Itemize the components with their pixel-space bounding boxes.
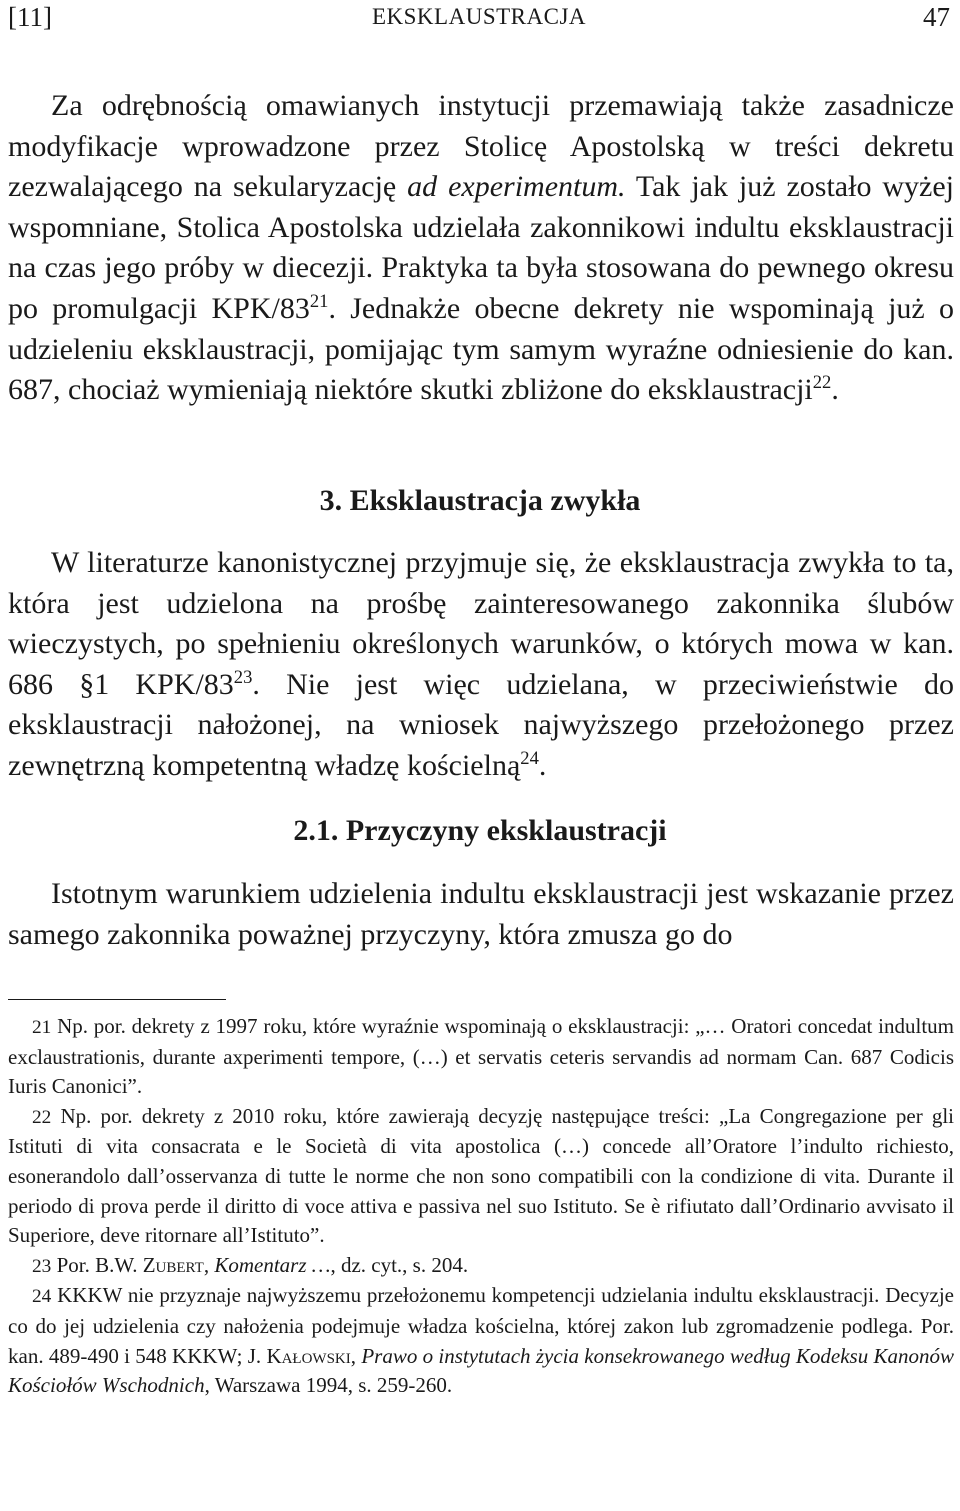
footnote-text: , xyxy=(350,1343,362,1368)
section-number: [11] xyxy=(8,2,52,32)
footnote-ref-21[interactable]: 21 xyxy=(309,290,329,312)
footnotes xyxy=(8,1012,954,1401)
footnote-ref-23[interactable]: 23 xyxy=(233,666,253,688)
footnote-number: 22 xyxy=(32,1106,52,1128)
footnote-21 xyxy=(8,1012,954,1102)
page-number: 47 xyxy=(923,2,950,32)
paragraph-text: Tak jak już zostało wyżej wspomniane, Stolica Apostolska udzielała zakonnikowi indultu eksklaustracji na czas jego próby w diecezji. Praktyka ta była stosowana do pewnego okresu po promulgacji KPK/83 xyxy=(8,170,955,325)
paragraph-text: W literaturze kanonistycznej przyjmuje się, że eksklaustracja zwykła to ta, która jest udzielona na prośbę zainteresowanego zakonnika ślubów wieczystych, po spełnieniu określonych warunków, o których mowa w kan. 686 §1 KPK/83 xyxy=(8,546,954,701)
footnote-23 xyxy=(8,1251,954,1282)
running-header xyxy=(8,0,950,40)
footnote-ref-24[interactable]: 24 xyxy=(520,747,539,769)
footnote-24 xyxy=(8,1281,954,1400)
footnote-text: , Warszawa 1994, s. 259-260. xyxy=(204,1373,453,1398)
paragraph-text: . xyxy=(831,373,839,407)
paragraph-text: . Nie jest więc udzielana, w przeciwieństwie do eksklaustracji nałożonej, na wniosek najwyższego przełożonego przez zewnętrzną kompetentną władzę kościelną xyxy=(8,667,954,782)
footnote-text: Np. por. dekrety z 1997 roku, które wyraźnie wspominają o eksklaustracji: „… Oratori concedat indultum exclaustrationis, durante axperimenti tempore, (…) et servatis ceteris servandis ad normam Can. 687 Codicis Iuris Canonici”. xyxy=(8,1014,954,1099)
paragraph-text: Za odrębnością omawianych instytucji przemawiają także zasadnicze modyfikacje wprowadzone przez Stolicę Apostolską w treści dekretu zezwalającego na sekularyzację xyxy=(8,89,954,204)
work-title: Komentarz … xyxy=(214,1252,331,1277)
footnote-ref-22[interactable]: 22 xyxy=(812,372,832,394)
body-paragraph-1 xyxy=(8,86,954,411)
body-paragraph-2 xyxy=(8,543,954,787)
section-heading: 3. Eksklaustracja zwykła xyxy=(319,484,641,517)
subsection-heading: 2.1. Przyczyny eksklaustracji xyxy=(293,814,667,847)
footnote-text: , xyxy=(203,1252,215,1277)
footnote-number: 21 xyxy=(32,1017,52,1038)
author-name: Zubert xyxy=(142,1252,204,1277)
footnote-22 xyxy=(8,1102,954,1251)
footnote-number: 24 xyxy=(32,1286,52,1308)
running-title: EKSKLAUSTRACJA xyxy=(371,4,587,29)
work-title: Prawo o instytutach życia konsekrowanego według Kodeksu Kanonów Kościołów Wschodnich xyxy=(8,1343,954,1398)
footnote-text: , dz. cyt., s. 204. xyxy=(330,1252,469,1277)
author-name: Kałowski xyxy=(266,1343,351,1368)
paragraph-text: . Jednakże obecne dekrety nie wspominają już o udzieleniu eksklaustracji, pomijając tym samym wyraźne odniesienie do kan. 687, chociaż wymieniają niektóre skutki zbliżone do eksklaustracji xyxy=(8,291,954,407)
footnote-separator xyxy=(8,999,226,1000)
paragraph-text: . xyxy=(538,748,547,782)
footnote-text: Por. B.W. xyxy=(51,1252,143,1277)
footnote-number: 23 xyxy=(32,1255,52,1277)
body-paragraph-3: Istotnym warunkiem udzielenia indultu eksklaustracji jest wskazanie przez samego zakonnika poważnej przyczyny, która zmusza go do xyxy=(8,877,954,951)
latin-phrase: ad experimentum. xyxy=(407,170,626,204)
footnote-text: Np. por. dekrety z 2010 roku, które zawierają decyzję następujące treści: „La Congregazione per gli Istituti di vita consacrata e le Società di vita apostolica (…) concede all’Oratore l’indulto richiesto, esonerandolo dall’osservanza di tutte le norme che non sono compatibili con la condizione di vita. Durante il periodo di prova perde il diritto di voce attiva e passiva nel suo Istituto. Se è rifiutato dall’Ordinario avvisato il Superiore, deve ritornare all’Istituto”. xyxy=(8,1103,954,1248)
footnote-text: KKKW nie przyznaje najwyższemu przełożonemu kompetencji udzielania indultu eksklaustracji. Decyzje co do jej udzielenia czy nałożenia podejmuje władza kościelna, której zakon lub zgromadzenie podlega. Por. kan. 489-490 i 548 KKKW; J. xyxy=(8,1283,954,1368)
